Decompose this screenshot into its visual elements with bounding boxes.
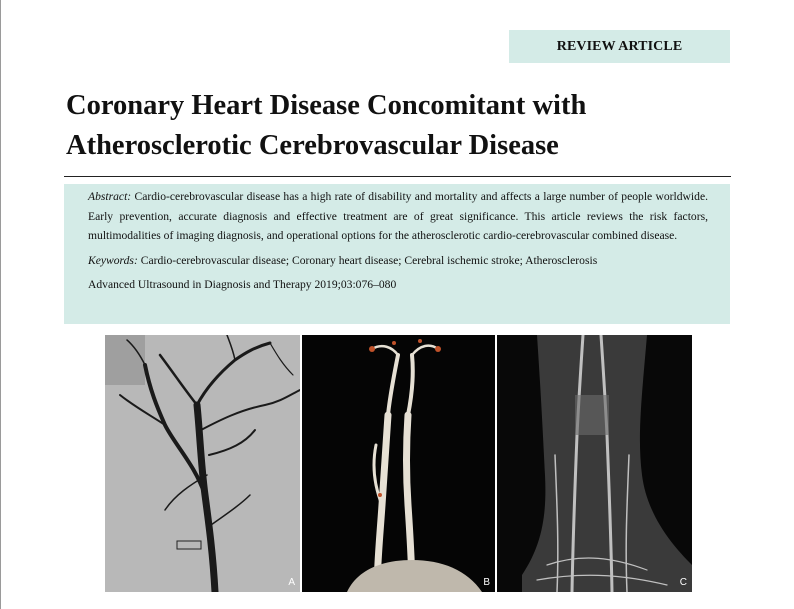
- keywords-text: Cardio-cerebrovascular disease; Coronary heart disease; Cerebral ischemic stroke; Atherosclerosis: [137, 253, 598, 267]
- angiogram-image: [105, 335, 300, 592]
- abstract-paragraph: [88, 187, 708, 246]
- mra-image: [497, 335, 692, 592]
- figure-panel-c: [497, 335, 692, 592]
- panel-b-background: [302, 335, 495, 592]
- keywords-label: Keywords:: [88, 253, 138, 267]
- figure-panel-b: [302, 335, 495, 592]
- citation: Advanced Ultrasound in Diagnosis and Therapy 2019;03:076–080: [88, 278, 397, 292]
- figure-imaging-panels: [105, 335, 692, 592]
- panel-b-label: B: [483, 577, 490, 588]
- abstract-label: Abstract:: [88, 190, 132, 203]
- cta-render-image: [302, 335, 495, 592]
- panel-a-label: A: [288, 577, 295, 588]
- article-title-line-2: Atherosclerotic Cerebrovascular Disease: [66, 130, 559, 161]
- title-divider: [64, 176, 731, 177]
- abstract-box: [64, 184, 730, 324]
- page-left-border: [0, 0, 1, 609]
- keywords-paragraph: [88, 251, 708, 271]
- article-title: [66, 86, 746, 166]
- abstract-text: Cardio-cerebrovascular disease has a high rate of disability and mortality and affects a large number of people worldwide. Early prevention, accurate diagnosis and effective treatment are of great significance. This article reviews the risk factors, multimodalities of imaging diagnosis, and operational options for the atherosclerotic cardio-cerebrovascular combined disease.: [88, 190, 708, 243]
- panel-c-label: C: [679, 577, 687, 588]
- article-title-line-1: Coronary Heart Disease Concomitant with: [66, 90, 587, 121]
- article-type-badge: REVIEW ARTICLE: [509, 30, 730, 63]
- figure-panel-a: [105, 335, 300, 592]
